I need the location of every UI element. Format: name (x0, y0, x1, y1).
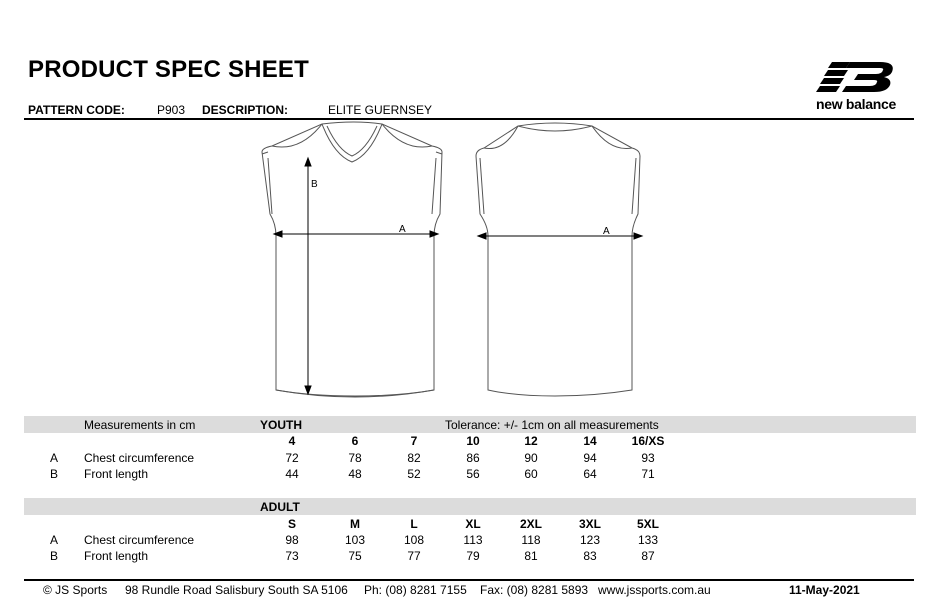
footer-copyright: © JS Sports (43, 583, 108, 597)
row-name: Front length (84, 549, 149, 563)
table-cell: 60 (524, 467, 538, 481)
row-name: Chest circumference (84, 533, 195, 547)
page-title: PRODUCT SPEC SHEET (28, 56, 309, 83)
table-cell: 113 (463, 533, 483, 547)
table-cell: 44 (285, 467, 299, 481)
table-cell: 78 (348, 451, 362, 465)
table-cell: 86 (466, 451, 480, 465)
footer-fax: Fax: (08) 8281 5893 (480, 583, 589, 597)
adult-header-band (24, 498, 916, 515)
table-cell: 133 (637, 533, 659, 547)
table-cell: 73 (285, 549, 299, 563)
pattern-code-label: PATTERN CODE: (28, 103, 125, 117)
back-garment-outline (476, 123, 640, 396)
table-cell: 108 (403, 533, 425, 547)
youth-group-label: YOUTH (260, 418, 302, 432)
adult-size: L (410, 517, 418, 531)
table-cell: 98 (285, 533, 299, 547)
adult-size: 2XL (519, 517, 542, 531)
measurements-label: Measurements in cm (84, 418, 196, 432)
back-chest-marker: A (603, 226, 610, 237)
pattern-code-value: P903 (157, 103, 186, 117)
table-cell: 77 (407, 549, 421, 563)
table-cell: 90 (524, 451, 538, 465)
adult-size: M (350, 517, 360, 531)
table-cell: 103 (344, 533, 366, 547)
row-code: A (50, 533, 59, 547)
adult-size: XL (465, 517, 481, 531)
table-cell: 81 (524, 549, 538, 563)
table-cell: 48 (348, 467, 362, 481)
adult-size: 3XL (578, 517, 601, 531)
table-cell: 118 (521, 533, 541, 547)
row-code: A (50, 451, 59, 465)
footer-address: 98 Rundle Road Salisbury South SA 5106 (125, 583, 348, 597)
table-cell: 87 (641, 549, 655, 563)
youth-size: 7 (410, 434, 418, 448)
front-chest-marker: A (399, 224, 406, 235)
table-cell: 56 (466, 467, 480, 481)
adult-group-label: ADULT (260, 500, 300, 514)
front-length-marker: B (311, 179, 318, 190)
row-name: Chest circumference (84, 451, 195, 465)
row-name: Front length (84, 467, 149, 481)
table-cell: 75 (348, 549, 362, 563)
youth-size: 10 (466, 434, 480, 448)
table-cell: 79 (466, 549, 480, 563)
brand-name: new balance (816, 96, 896, 112)
youth-size: 4 (288, 434, 296, 448)
row-code: B (50, 549, 59, 563)
youth-size: 12 (524, 434, 538, 448)
youth-size: 14 (583, 434, 597, 448)
table-cell: 72 (285, 451, 299, 465)
youth-size: 6 (351, 434, 359, 448)
front-garment-outline (262, 122, 442, 396)
row-code: B (50, 467, 59, 481)
table-cell: 83 (583, 549, 597, 563)
table-cell: 71 (641, 467, 655, 481)
tolerance-note: Tolerance: +/- 1cm on all measurements (445, 418, 659, 432)
description-value: ELITE GUERNSEY (328, 103, 433, 117)
table-cell: 93 (641, 451, 655, 465)
description-label: DESCRIPTION: (202, 103, 289, 117)
footer-website[interactable]: www.jssports.com.au (598, 583, 711, 597)
table-cell: 64 (583, 467, 597, 481)
youth-size: 16/XS (631, 434, 665, 448)
table-cell: 123 (579, 533, 601, 547)
table-cell: 94 (583, 451, 597, 465)
table-cell: 52 (407, 467, 421, 481)
footer-date: 11-May-2021 (789, 583, 860, 597)
table-cell: 82 (407, 451, 421, 465)
footer-phone: Ph: (08) 8281 7155 (364, 583, 467, 597)
adult-size: S (287, 517, 296, 531)
adult-size: 5XL (636, 517, 659, 531)
footer-rule (24, 579, 914, 581)
